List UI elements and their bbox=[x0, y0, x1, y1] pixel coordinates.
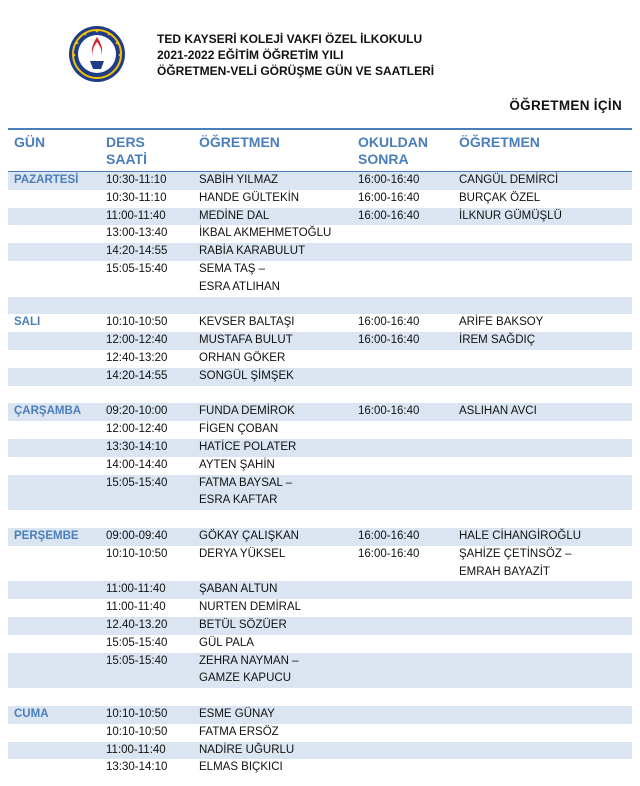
teacher-cell bbox=[199, 546, 285, 564]
day-cell: PERŞEMBE bbox=[14, 529, 79, 542]
teacher-cell bbox=[199, 190, 299, 208]
teacher-name: ESME GÜNAY bbox=[199, 707, 275, 720]
table-row bbox=[8, 332, 632, 350]
teacher-name: MEDİNE DAL bbox=[199, 209, 270, 222]
teacher-cell bbox=[199, 706, 275, 724]
teacher-2-cell bbox=[459, 528, 581, 546]
table-row bbox=[8, 724, 632, 742]
teacher-2-name: ARİFE BAKSOY bbox=[459, 316, 544, 329]
teacher-name: FUNDA DEMİROK bbox=[199, 405, 295, 418]
teacher-cell bbox=[199, 421, 278, 439]
teacher-name: BETÜL SÖZÜER bbox=[199, 618, 287, 631]
teacher-name: FATMA ERSÖZ bbox=[199, 725, 279, 738]
teacher-2-name: ŞAHİZE ÇETİNSÖZ – bbox=[459, 547, 572, 560]
lesson-time-cell: 12:00-12:40 bbox=[106, 334, 168, 347]
teacher-cell bbox=[199, 599, 301, 617]
table-row bbox=[8, 314, 632, 332]
table-row bbox=[8, 421, 632, 439]
teacher-name: SABİH YILMAZ bbox=[199, 174, 279, 186]
table-row bbox=[8, 261, 632, 297]
teacher-name: FATMA BAYSAL – bbox=[199, 476, 293, 489]
teacher-cell bbox=[199, 724, 279, 742]
teacher-cell bbox=[199, 581, 277, 599]
day-cell: ÇARŞAMBA bbox=[14, 405, 82, 418]
table-row bbox=[8, 208, 632, 226]
day-cell: PAZARTESİ bbox=[14, 174, 79, 186]
after-school-time-cell: 16:00-16:40 bbox=[358, 174, 420, 186]
teacher-name: MUSTAFA BULUT bbox=[199, 334, 293, 347]
table-row bbox=[8, 190, 632, 208]
table-row bbox=[8, 403, 632, 421]
teacher-2-name: BURÇAK ÖZEL bbox=[459, 191, 541, 204]
teacher-2-name: HALE CİHANGİROĞLU bbox=[459, 529, 582, 542]
teacher-name: ZEHRA NAYMAN – bbox=[199, 654, 299, 667]
lesson-time-cell: 11:00-11:40 bbox=[106, 601, 166, 614]
teacher-2-name: CANGÜL DEMİRCİ bbox=[459, 174, 559, 186]
lesson-time-cell: 13:30-14:10 bbox=[106, 440, 168, 453]
teacher-2-cell bbox=[459, 190, 540, 208]
lesson-time-cell: 15:05-15:40 bbox=[106, 476, 168, 489]
teacher-2-name: EMRAH BAYAZİT bbox=[459, 565, 550, 578]
table-row bbox=[8, 599, 632, 617]
teacher-name: HANDE GÜLTEKİN bbox=[199, 191, 300, 204]
col-day: GÜN bbox=[14, 134, 46, 150]
teacher-cell bbox=[199, 172, 278, 190]
table-row bbox=[8, 457, 632, 475]
table-row bbox=[8, 528, 632, 546]
teacher-2-name: İREM SAĞDIÇ bbox=[459, 334, 536, 347]
teacher-name: KEVSER BALTAŞI bbox=[199, 316, 295, 329]
lesson-time-cell: 13:00-13:40 bbox=[106, 227, 168, 240]
teacher-name: DERYA YÜKSEL bbox=[199, 547, 286, 560]
lesson-time-cell: 11:00-11:40 bbox=[106, 209, 166, 222]
document-title: ÖĞRETMEN-VELİ GÖRÜŞME GÜN VE SAATLERİ bbox=[157, 64, 435, 78]
teacher-cell bbox=[199, 439, 296, 457]
table-row bbox=[8, 475, 632, 511]
col-after-school-line1: OKULDAN bbox=[358, 134, 428, 150]
table-row bbox=[8, 653, 632, 689]
teacher-name: ELMAS BIÇKICI bbox=[199, 761, 283, 774]
lesson-time-cell: 10:10-10:50 bbox=[106, 547, 168, 560]
col-lesson-time bbox=[106, 134, 147, 168]
teacher-cell bbox=[199, 261, 280, 297]
table-row bbox=[8, 581, 632, 599]
teacher-cell bbox=[199, 457, 275, 475]
table-row bbox=[8, 688, 632, 706]
after-school-time-cell: 16:00-16:40 bbox=[358, 334, 420, 347]
lesson-time-cell: 13:30-14:10 bbox=[106, 761, 168, 774]
lesson-time-cell: 15:05-15:40 bbox=[106, 636, 168, 649]
lesson-time-cell: 14:20-14:55 bbox=[106, 369, 168, 382]
teacher-cell bbox=[199, 350, 285, 368]
table-row bbox=[8, 510, 632, 528]
col-teacher: ÖĞRETMEN bbox=[199, 134, 280, 150]
col-teacher-2: ÖĞRETMEN bbox=[459, 134, 540, 150]
after-school-time-cell: 16:00-16:40 bbox=[358, 547, 420, 560]
table-row bbox=[8, 439, 632, 457]
teacher-cell bbox=[199, 403, 295, 421]
teacher-cell bbox=[199, 225, 331, 243]
table-row bbox=[8, 386, 632, 404]
teacher-cell bbox=[199, 332, 293, 350]
lesson-time-cell: 12.40-13.20 bbox=[106, 618, 168, 631]
lesson-time-cell: 12:00-12:40 bbox=[106, 423, 168, 436]
teacher-cell bbox=[199, 759, 283, 777]
col-lesson-time-line1: DERS bbox=[106, 134, 145, 150]
day-cell: SALI bbox=[14, 316, 41, 329]
teacher-name: ESRA KAFTAR bbox=[199, 494, 278, 507]
teacher-2-cell bbox=[459, 314, 543, 332]
teacher-2-cell bbox=[459, 403, 537, 421]
teacher-cell bbox=[199, 475, 292, 511]
col-after-school-line2: SONRA bbox=[358, 151, 409, 167]
table-row bbox=[8, 617, 632, 635]
teacher-name: SONGÜL ŞİMŞEK bbox=[199, 369, 294, 382]
table-row bbox=[8, 297, 632, 315]
schedule-table bbox=[8, 172, 632, 777]
table-row bbox=[8, 706, 632, 724]
table-row bbox=[8, 546, 632, 582]
teacher-name: GÖKAY ÇALIŞKAN bbox=[199, 529, 299, 542]
teacher-cell bbox=[199, 653, 298, 689]
table-row bbox=[8, 635, 632, 653]
header-top-rule bbox=[8, 128, 632, 130]
school-name: TED KAYSERİ KOLEJİ VAKFI ÖZEL İLKOKULU bbox=[157, 32, 423, 46]
lesson-time-cell: 14:00-14:40 bbox=[106, 458, 168, 471]
teacher-name: AYTEN ŞAHİN bbox=[199, 458, 275, 471]
teacher-cell bbox=[199, 314, 294, 332]
col-lesson-time-line2: SAATİ bbox=[106, 151, 147, 167]
col-after-school bbox=[358, 134, 428, 168]
lesson-time-cell: 10:30-11:10 bbox=[106, 191, 167, 204]
teacher-cell bbox=[199, 617, 287, 635]
teacher-name: HATİCE POLATER bbox=[199, 440, 297, 453]
teacher-name: NADİRE UĞURLU bbox=[199, 743, 295, 756]
section-title: ÖĞRETMEN İÇİN bbox=[509, 98, 622, 113]
table-row bbox=[8, 742, 632, 760]
lesson-time-cell: 10:30-11:10 bbox=[106, 174, 167, 186]
column-headers bbox=[8, 134, 632, 172]
lesson-time-cell: 15:05-15:40 bbox=[106, 654, 168, 667]
lesson-time-cell: 09:00-09:40 bbox=[106, 529, 168, 542]
teacher-name: İKBAL AKMEHMETOĞLU bbox=[199, 227, 332, 240]
teacher-name: ŞABAN ALTUN bbox=[199, 583, 278, 596]
lesson-time-cell: 11:00-11:40 bbox=[106, 743, 166, 756]
after-school-time-cell: 16:00-16:40 bbox=[358, 316, 420, 329]
teacher-name: ESRA ATLIHAN bbox=[199, 280, 280, 293]
lesson-time-cell: 10:10-10:50 bbox=[106, 316, 168, 329]
teacher-2-cell bbox=[459, 546, 571, 582]
school-logo bbox=[68, 25, 126, 83]
day-cell: CUMA bbox=[14, 707, 49, 720]
table-row bbox=[8, 759, 632, 777]
lesson-time-cell: 12:40-13:20 bbox=[106, 351, 168, 364]
teacher-2-name: İLKNUR GÜMÜŞLÜ bbox=[459, 209, 562, 222]
teacher-name: RABİA KARABULUT bbox=[199, 245, 306, 258]
after-school-time-cell: 16:00-16:40 bbox=[358, 405, 420, 418]
teacher-name: NURTEN DEMİRAL bbox=[199, 601, 302, 614]
teacher-2-cell bbox=[459, 172, 558, 190]
table-row bbox=[8, 243, 632, 261]
table-row bbox=[8, 368, 632, 386]
lesson-time-cell: 09:20-10:00 bbox=[106, 405, 168, 418]
teacher-name: SEMA TAŞ – bbox=[199, 262, 266, 275]
teacher-name: ORHAN GÖKER bbox=[199, 351, 286, 364]
teacher-cell bbox=[199, 528, 299, 546]
lesson-time-cell: 10:10-10:50 bbox=[106, 725, 168, 738]
after-school-time-cell: 16:00-16:40 bbox=[358, 529, 420, 542]
teacher-2-cell bbox=[459, 332, 535, 350]
lesson-time-cell: 11:00-11:40 bbox=[106, 583, 166, 596]
lesson-time-cell: 10:10-10:50 bbox=[106, 707, 168, 720]
table-row bbox=[8, 350, 632, 368]
teacher-name: FİGEN ÇOBAN bbox=[199, 423, 279, 436]
teacher-name: GÜL PALA bbox=[199, 636, 254, 649]
teacher-cell bbox=[199, 368, 294, 386]
lesson-time-cell: 15:05-15:40 bbox=[106, 262, 168, 275]
table-row bbox=[8, 172, 632, 190]
table-row bbox=[8, 225, 632, 243]
teacher-2-name: ASLIHAN AVCI bbox=[459, 405, 537, 418]
lesson-time-cell: 14:20-14:55 bbox=[106, 245, 168, 258]
teacher-name: GAMZE KAPUCU bbox=[199, 672, 292, 685]
academic-year: 2021-2022 EĞİTİM ÖĞRETİM YILI bbox=[157, 48, 344, 62]
teacher-cell bbox=[199, 243, 305, 261]
after-school-time-cell: 16:00-16:40 bbox=[358, 209, 420, 222]
after-school-time-cell: 16:00-16:40 bbox=[358, 191, 420, 204]
teacher-cell bbox=[199, 635, 254, 653]
document-header bbox=[157, 31, 434, 79]
teacher-cell bbox=[199, 742, 294, 760]
teacher-2-cell bbox=[459, 208, 562, 226]
teacher-cell bbox=[199, 208, 269, 226]
